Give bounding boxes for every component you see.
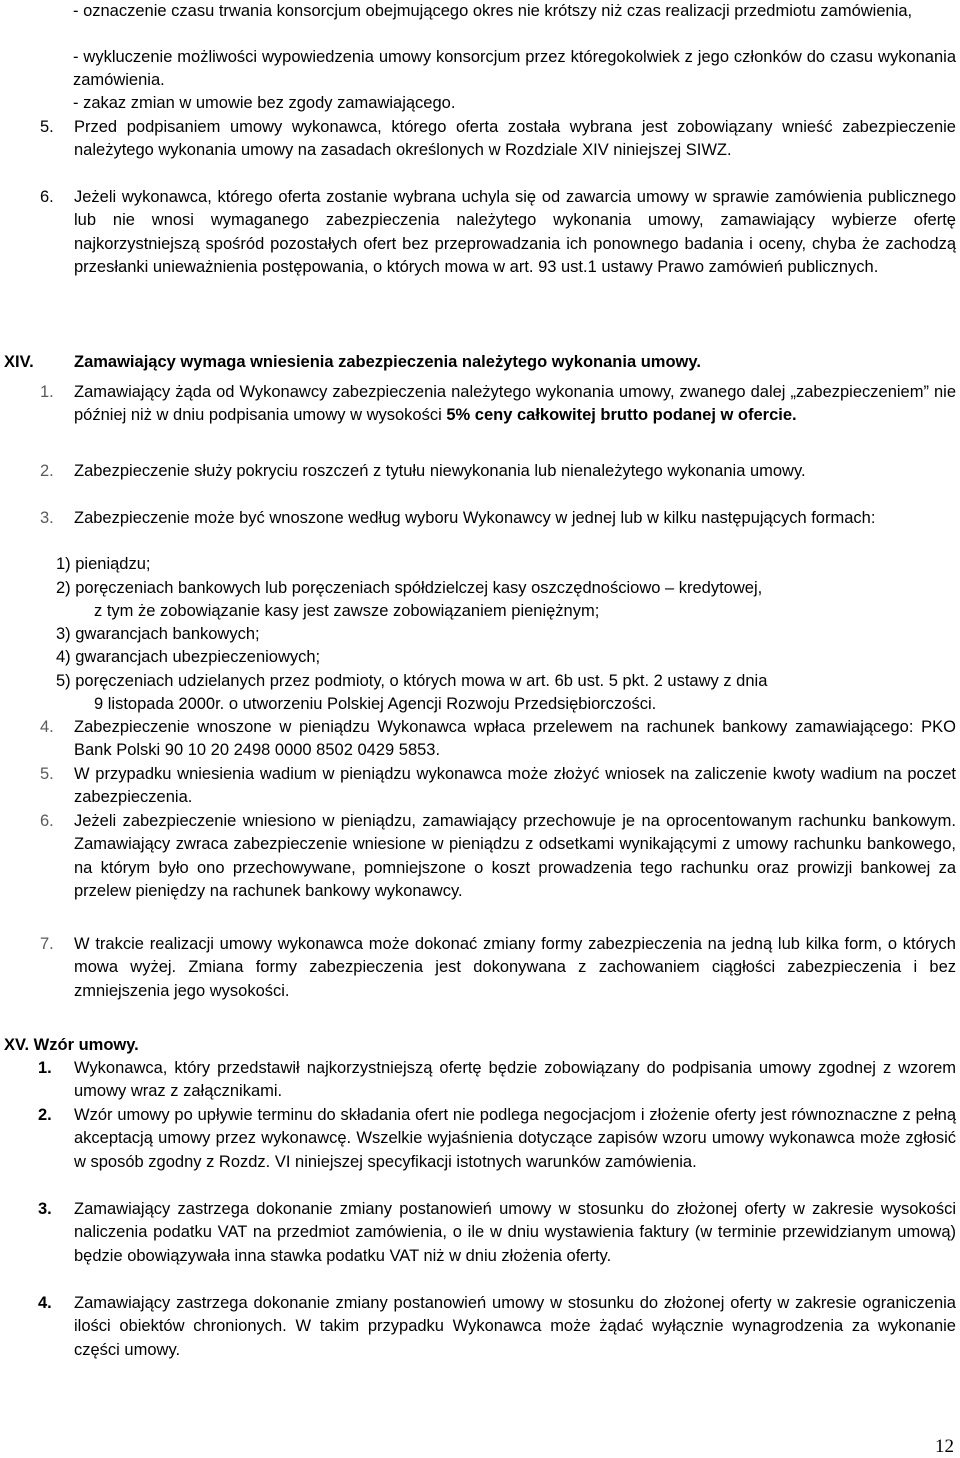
item-5-number: 5. [40,118,54,136]
item-6-text: Jeżeli wykonawca, którego oferta zostanie wybrana uchyla się od zawarcia umowy w sprawie zamówienia publicznego lub nie wnosi wymaganego zabezpieczenia należytego wykonania umowy, zamawiający wybierze ofertę najkorzystniejszą spośród pozostałych ofert bez przeprowadzania ich ponownego badania i oceny, chyba że zachodzą przesłanki unieważnienia postępowania, o których mowa w art. 93 ust.1 ustawy Prawo zamówień publicznych. [74,188,956,277]
section-xiv-number: XIV. [4,353,34,371]
xiv-item-1-body: Zamawiający żąda od Wykonawcy zabezpieczenia należytego wykonania umowy, zwanego dalej „zabezpieczeniem” nie później niż w dniu podpisania umowy w wysokości [74,383,956,425]
section-xiv-title: Zamawiający wymaga wniesienia zabezpieczenia należytego wykonania umowy. [74,353,701,371]
dash-item-2: - wykluczenie możliwości wypowiedzenia umowy konsorcjum przez któregokolwiek z jego członków do czasu wykonania zamówienia. [73,48,956,90]
xv-item-2-number: 2. [38,1106,52,1124]
item-6-number: 6. [40,188,54,206]
xiv-item-4-text: Zabezpieczenie wnoszone w pieniądzu Wykonawca wpłaca przelewem na rachunek bankowy zamawiającego: PKO Bank Polski 90 10 20 2498 0000 8502 0429 5853. [74,718,956,760]
xiv-item-7-number: 7. [40,935,54,953]
xiv-item-1-text [74,381,956,428]
xv-item-1-number: 1. [38,1059,52,1077]
xiv-item-4-number: 4. [40,718,54,736]
section-xv-title: XV. Wzór umowy. [4,1036,139,1054]
form-5-line-1: 5) poręczeniach udzielanych przez podmioty, o których mowa w art. 6b ust. 5 pkt. 2 ustawy z dnia [56,672,768,690]
xv-item-3-text: Zamawiający zastrzega dokonanie zmiany postanowień umowy w stosunku do złożonej oferty w zakresie wysokości naliczenia podatku VAT na przedmiot zamówienia, o ile w dniu wystawienia faktury (w terminie przewidzianym umową) będzie obowiązywała inna stawka podatku VAT niż w dniu złożenia oferty. [74,1200,956,1265]
dash-item-3: - zakaz zmian w umowie bez zgody zamawiającego. [73,94,456,112]
form-1: 1) pieniądzu; [56,555,151,573]
xv-item-4-text: Zamawiający zastrzega dokonanie zmiany postanowień umowy w stosunku do złożonej oferty w zakresie ograniczenia ilości obiektów chronionych. W takim przypadku Wykonawca może żądać wyłącznie wynagrodzenia za wykonanie części umowy. [74,1294,956,1359]
form-4: 4) gwarancjach ubezpieczeniowych; [56,648,321,666]
xiv-item-2-number: 2. [40,462,54,480]
xv-item-4-number: 4. [38,1294,52,1312]
xv-item-2-text: Wzór umowy po upływie terminu do składania ofert nie podlega negocjacjom i złożenie oferty jest równoznaczne z pełną akceptacją umowy przez wykonawcę. Wszelkie wyjaśnienia dotyczące zapisów wzoru umowy wykonawca może zgłosić w sposób zgodny z Rozdz. VI niniejszej specyfikacji istotnych warunków zamówienia. [74,1106,956,1171]
form-2-line-1: 2) poręczeniach bankowych lub poręczeniach spółdzielczej kasy oszczędnościowo – kredytowej, [56,579,763,597]
xiv-item-7-text: W trakcie realizacji umowy wykonawca może dokonać zmiany formy zabezpieczenia na jedną lub kilka form, o których mowa wyżej. Zmiana formy zabezpieczenia jest dokonywana z zachowaniem ciągłości zabezpieczenia i bez zmniejszenia jego wysokości. [74,935,956,1000]
xiv-item-5-number: 5. [40,765,54,783]
xiv-item-3-text: Zabezpieczenie może być wnoszone według wyboru Wykonawcy w jednej lub w kilku następujących formach: [74,509,876,527]
xiv-item-2-text: Zabezpieczenie służy pokryciu roszczeń z tytułu niewykonania lub nienależytego wykonania umowy. [74,462,806,480]
form-5-line-2: 9 listopada 2000r. o utworzeniu Polskiej Agencji Rozwoju Przedsiębiorczości. [94,695,657,713]
page-number: 12 [935,1436,954,1457]
xiv-item-1-number: 1. [40,383,54,401]
dash-item-1: - oznaczenie czasu trwania konsorcjum obejmującego okres nie krótszy niż czas realizacji przedmiotu zamówienia, [73,2,913,20]
xv-item-3-number: 3. [38,1200,52,1218]
item-5-text: Przed podpisaniem umowy wykonawca, którego oferta została wybrana jest zobowiązany wnieść zabezpieczenie należytego wykonania umowy na zasadach określonych w Rozdziale XIV niniejszej SIWZ. [74,118,956,160]
xiv-item-6-number: 6. [40,812,54,830]
form-2-line-2: z tym że zobowiązanie kasy jest zawsze zobowiązaniem pieniężnym; [94,602,600,620]
xiv-item-5-text: W przypadku wniesienia wadium w pieniądzu wykonawca może złożyć wniosek na zaliczenie kwoty wadium na poczet zabezpieczenia. [74,765,956,807]
xv-item-1-text: Wykonawca, który przedstawił najkorzystniejszą ofertę będzie zobowiązany do podpisania umowy zgodnej z wzorem umowy wraz z załącznikami. [74,1059,956,1101]
xiv-item-6-text: Jeżeli zabezpieczenie wniesiono w pieniądzu, zamawiający przechowuje je na oprocentowanym rachunku bankowym. Zamawiający zwraca zabezpieczenie wniesione w pieniądzu z odsetkami wynikającymi z umowy rachunku bankowego, na którym było ono przechowywane, pomniejszone o koszt prowadzenia tego rachunku oraz prowizji bankowej za przelew pieniędzy na rachunek bankowy wykonawcy. [74,812,956,901]
form-3: 3) gwarancjach bankowych; [56,625,260,643]
xiv-item-3-number: 3. [40,509,54,527]
xiv-item-1-amount: 5% ceny całkowitej brutto podanej w ofercie. [446,406,797,425]
